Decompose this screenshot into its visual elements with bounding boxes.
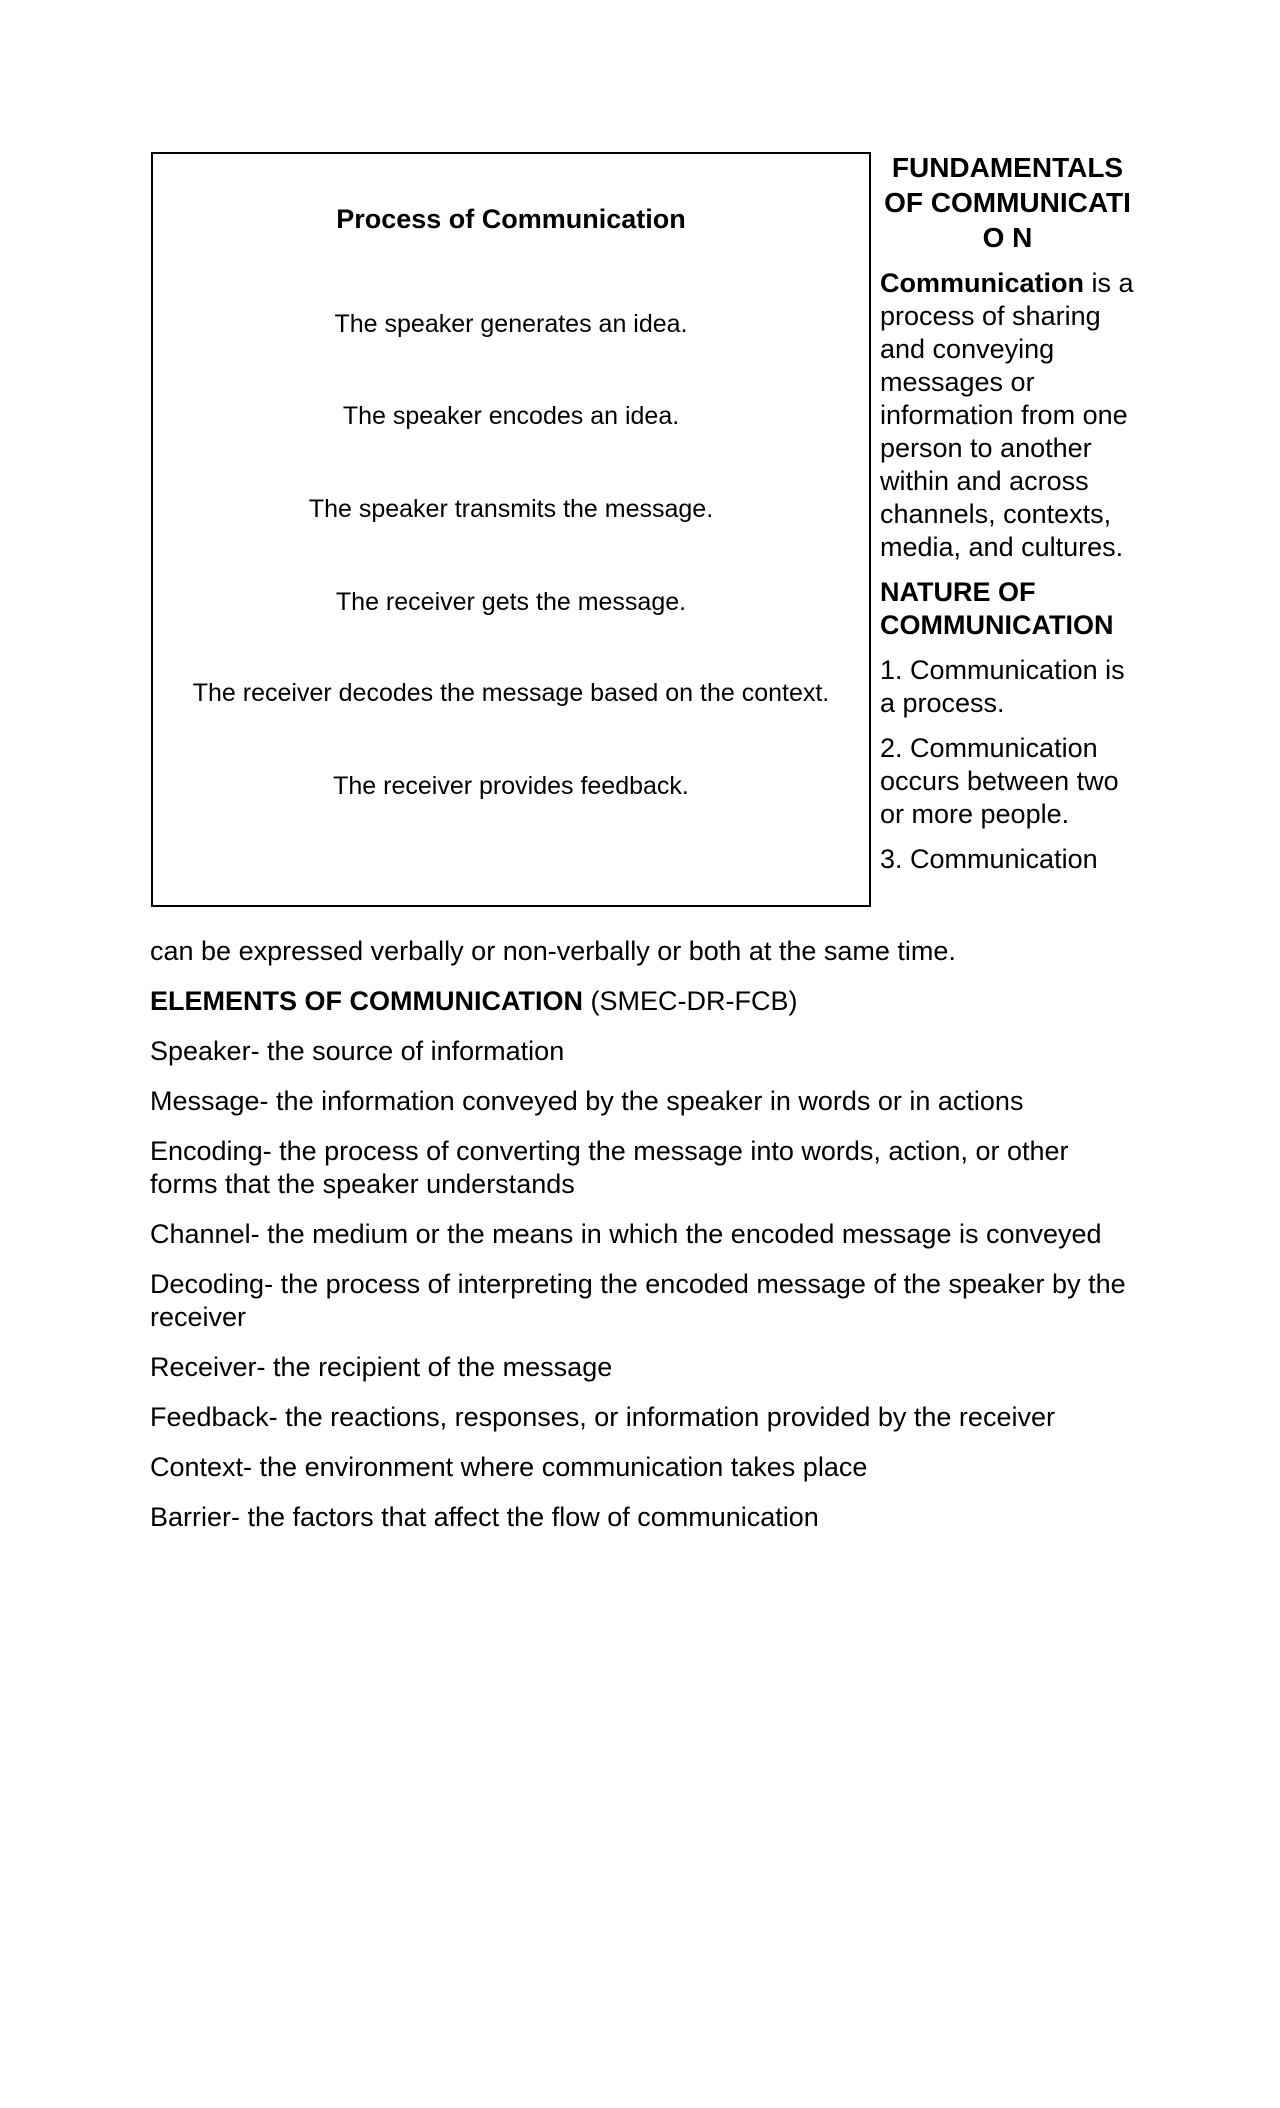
elements-heading: ELEMENTS OF COMMUNICATION	[150, 986, 583, 1016]
nature-item-continuation: can be expressed verbally or non-verbally or both at the same time.	[150, 936, 956, 966]
element-item: Feedback- the reactions, responses, or information provided by the receiver	[150, 1402, 1055, 1432]
process-step: The receiver provides feedback.	[333, 772, 689, 800]
nature-item: 2. Communication occurs between two or more people.	[880, 733, 1119, 829]
fundamentals-heading: FUNDAMENTALS OF COMMUNICATIO N	[884, 152, 1131, 253]
nature-heading: NATURE OF COMMUNICATION	[880, 577, 1114, 640]
element-item: Channel- the medium or the means in which the encoded message is conveyed	[150, 1219, 1102, 1249]
nature-item: 3. Communication	[880, 844, 1098, 874]
definition-term: Communication	[880, 268, 1085, 298]
elements-code: (SMEC-DR-FCB)	[582, 986, 798, 1016]
process-step: The speaker generates an idea.	[334, 310, 688, 338]
process-step: The receiver gets the message.	[335, 588, 687, 616]
element-item: Encoding- the process of converting the message into words, action, or other forms that the speaker understands	[150, 1136, 1069, 1199]
side-column	[880, 150, 1135, 888]
process-step: The speaker encodes an idea.	[342, 402, 680, 430]
element-item: Decoding- the process of interpreting the encoded message of the speaker by the receiver	[150, 1269, 1126, 1332]
element-item: Barrier- the factors that affect the flow of communication	[150, 1502, 819, 1532]
process-of-communication-box	[151, 152, 871, 907]
communication-definition	[880, 267, 1135, 564]
process-step: The receiver decodes the message based on the context.	[192, 679, 830, 707]
nature-item: 1. Communication is a process.	[880, 655, 1125, 718]
element-item: Speaker- the source of information	[150, 1036, 565, 1066]
element-item: Context- the environment where communication takes place	[150, 1452, 868, 1482]
process-step: The speaker transmits the message.	[308, 495, 714, 523]
body-text	[150, 935, 1130, 1551]
definition-text: is a process of sharing and conveying messages or information from one person to another within and across channels, contexts, media, and cultures.	[880, 268, 1134, 562]
process-title: Process of Communication	[336, 204, 686, 234]
element-item: Receiver- the recipient of the message	[150, 1352, 613, 1382]
elements-heading-line	[150, 985, 1130, 1018]
element-item: Message- the information conveyed by the speaker in words or in actions	[150, 1086, 1024, 1116]
